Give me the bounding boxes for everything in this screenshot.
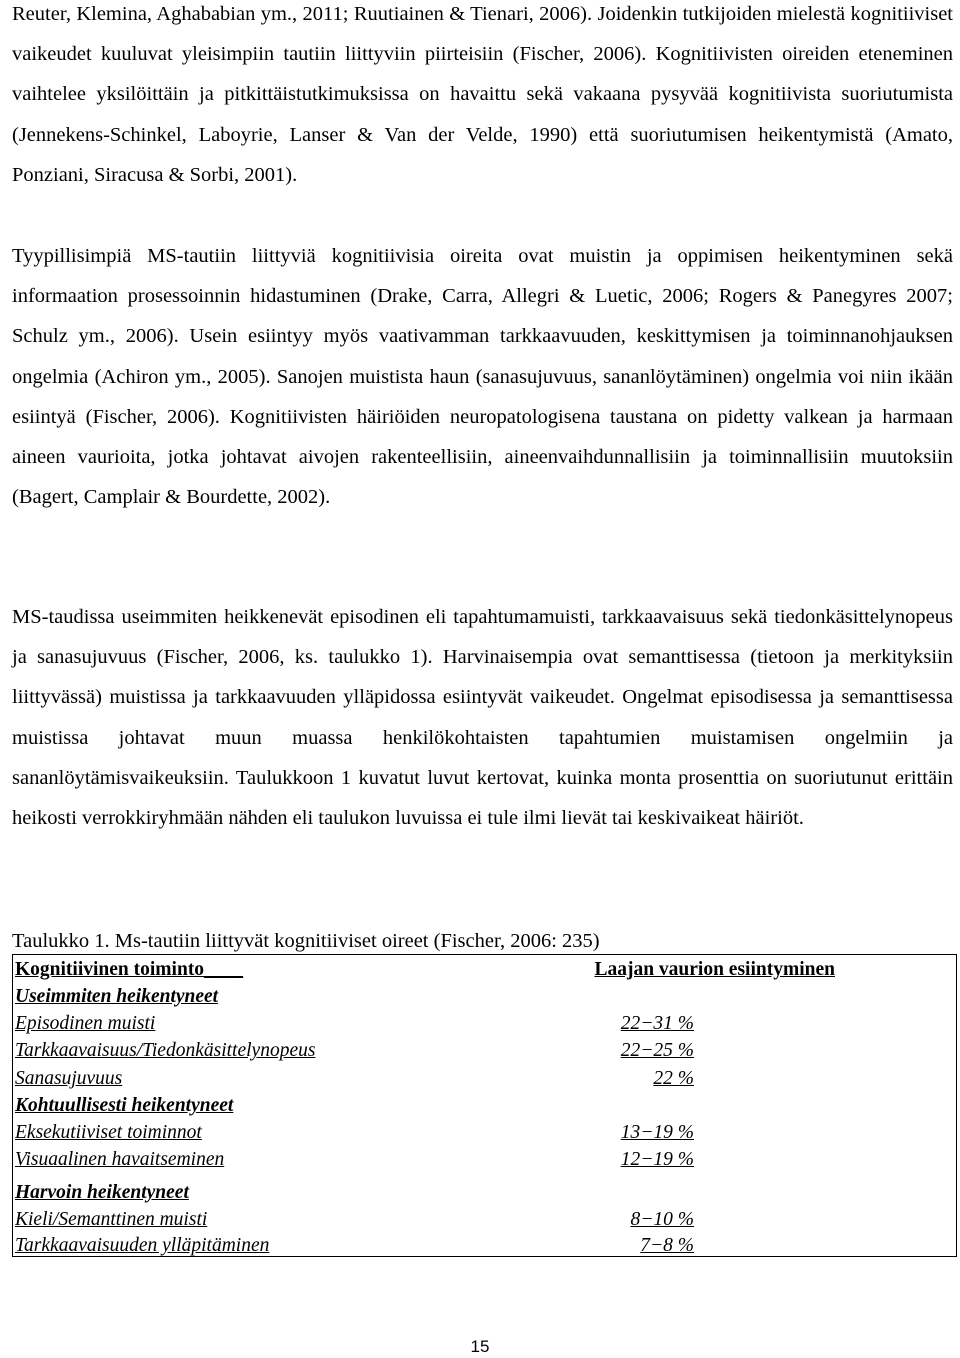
table-row (15, 1119, 955, 1146)
table-row (15, 1146, 955, 1173)
symptom-table (12, 954, 957, 1257)
group-title-row (15, 1179, 955, 1206)
row-value: 7−8 % (640, 1235, 694, 1256)
group-title: Harvoin heikentyneet (15, 1182, 189, 1203)
paragraph-3: MS-taudissa useimmiten heikkenevät episodinen eli tapahtumamuisti, tarkkaavaisuus sekä tiedonkäsittelynopeus ja sanasujuvuus (Fischer, 2006, ks. taulukko 1). Harvinaisempia ovat semanttisessa (tietoon ja merkityksiin liittyvässä) muistissa ja tarkkaavuuden ylläpidossa esiintyvät vaikeudet. Ongelmat episodisessa ja semanttisessa muistissa johtavat muun muassa henkilökohtaisten tapahtumien muistamisen ongelmiin ja sananlöytämisvaikeuksiin. Taulukkoon 1 kuvatut luvut kertovat, kuinka monta prosenttia on suoriutunut erittäin heikosti verrokkiryhmään nähden eli taulukon luvuissa ei tule ilmi lievät tai keskivaikeat häiriöt. (12, 606, 953, 830)
group-title-row (15, 1092, 955, 1119)
table-row (15, 1010, 955, 1037)
group-title-row (15, 983, 955, 1010)
row-label: Eksekutiiviset toiminnot (15, 1122, 202, 1143)
row-value: 22−31 % (620, 1013, 694, 1034)
page-number: 15 (470, 1337, 490, 1356)
row-label: Visuaalinen havaitseminen (15, 1149, 225, 1170)
row-label: Episodinen muisti (15, 1013, 156, 1034)
row-label: Sanasujuvuus (15, 1068, 123, 1089)
row-value: 12−19 % (620, 1149, 694, 1170)
paragraph-2: Tyypillisimpiä MS-tautiin liittyviä kognitiivisia oireita ovat muistin ja oppimisen heikentyminen sekä informaation prosessoinnin hidastuminen (Drake, Carra, Allegri & Luetic, 2006; Rogers & Panegyres 2007; Schulz ym., 2006). Usein esiintyy myös vaativamman tarkkaavuuden, keskittymisen ja toiminnanohjauksen ongelmia (Achiron ym., 2005). Sanojen muistista haun (sanasujuvuus, sananlöytäminen) ongelmia voi niin ikään esiintyä (Fischer, 2006). Kognitiivisten häiriöiden neuropatologisena taustana on pidetty valkean ja harmaan aineen vaurioita, jotka johtavat aivojen rakenteellisiin, aineenvaihdunnallisiin ja toiminnallisiin muutoksiin (Bagert, Camplair & Bourdette, 2002). (12, 245, 953, 509)
table-row (15, 1232, 955, 1259)
table-row (15, 1065, 955, 1092)
table-header-row (15, 956, 955, 983)
table-row (15, 1206, 955, 1233)
row-value: 22−25 % (620, 1040, 694, 1061)
group-title: Useimmiten heikentyneet (15, 986, 219, 1007)
header-function: Kognitiivinen toiminto____ (15, 959, 244, 980)
row-label: Tarkkaavaisuuden ylläpitäminen (15, 1235, 270, 1256)
table-row (15, 1037, 955, 1064)
table-caption: Taulukko 1. Ms-tautiin liittyvät kognitiiviset oireet (Fischer, 2006: 235) (12, 930, 600, 952)
row-value: 8−10 % (630, 1209, 694, 1230)
row-label: Tarkkaavaisuus/Tiedonkäsittelynopeus (15, 1040, 316, 1061)
paragraph-1: Reuter, Klemina, Aghababian ym., 2011; Ruutiainen & Tienari, 2006). Joidenkin tutkijoiden mielestä kognitiiviset vaikeudet kuuluvat yleisimpiin tautiin liittyviin piirteisiin (Fischer, 2006). Kognitiivisten oireiden eteneminen vaihtelee yksilöittäin ja pitkittäistutkimuksissa on havaittu sekä vakaana pysyvää kognitiivista suoriutumista (Jennekens-Schinkel, Laboyrie, Lanser & Van der Velde, 1990) että suoriutumisen heikentymistä (Amato, Ponziani, Siracusa & Sorbi, 2001). (12, 3, 953, 186)
row-label: Kieli/Semanttinen muisti (15, 1209, 208, 1230)
group-title: Kohtuullisesti heikentyneet (15, 1095, 234, 1116)
header-occurrence: Laajan vaurion esiintyminen (594, 959, 835, 980)
row-value: 13−19 % (620, 1122, 694, 1143)
row-value: 22 % (653, 1068, 694, 1089)
